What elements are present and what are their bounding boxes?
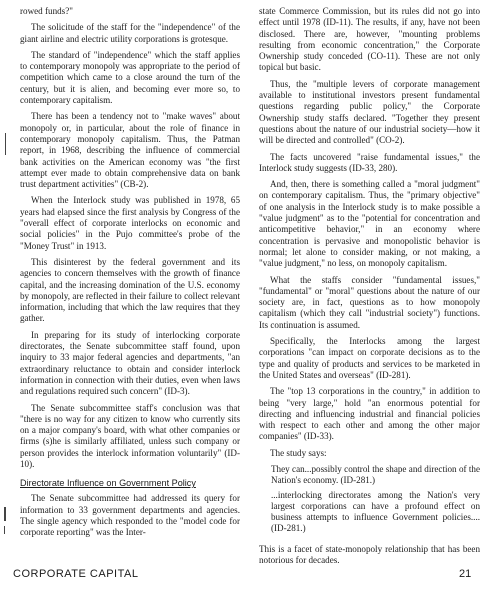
paragraph: state Commerce Commission, but its rules did not go into effect until 1978 (ID-11). The results, if any, have not been disclosed. There are, however, "mounting problems resulting from economic concentration," the Corporate Ownership study conceded (CO-11). These are not only topical but basic. (259, 6, 480, 73)
margin-mark (4, 526, 5, 534)
paragraph: The Senate subcommittee staff's conclusion was that "there is no way for any citizen to know who currently sits on a major company's board, with what other companies or firms (s)he is similarly affiliated, unless such company or person provides the interlock information voluntarily" (ID-10). (20, 402, 240, 469)
left-column (20, 6, 240, 543)
right-column (259, 6, 480, 571)
running-footer-title: CORPORATE CAPITAL (13, 568, 139, 580)
block-quote: ...interlocking directorates among the Nation's very largest corporations can have a profound effect on business attempts to influence Government policies....(ID-281.) (271, 489, 480, 534)
block-quote: They can...possibly control the shape and direction of the Nation's economy. (ID-281.) (271, 463, 480, 486)
paragraph: Thus, the "multiple levers of corporate management available to institutional investors present fundamental questions regarding public policy," the Corporate Ownership study staffs declared. "Together they present questions about the nature of our industrial society—how it will be directed and controlled" (CO-2). (259, 78, 480, 146)
paragraph: The Senate subcommittee had addressed its query for information to 33 government departments and agencies. The single agency which responded to the "model code for corporate reporting" was the Inter- (20, 493, 240, 538)
paragraph: Specifically, the Interlocks among the largest corporations "can impact on corporate decisions as to the type and quality of products and services to be marketed in the United States and overseas" (ID-281). (259, 336, 480, 380)
paragraph: And, then, there is something called a "moral judgment" on contemporary capitalism. Thus, the "primary objective" of one analysis in the Interlock study is to make possible a "value judgment" as to the "potential for concentration and anticompetitive behavior," in an economy where concentration is pervasive and monopolistic behavior is normal; let alone to consider making, or not making, a "value judgment," no less, on monopoly capitalism. (259, 179, 480, 269)
paragraph: The solicitude of the staff for the "independence" of the giant airline and electric utility corporations is grotesque. (20, 22, 240, 44)
margin-mark (4, 507, 6, 521)
paragraph: When the Interlock study was published in 1978, 65 years had elapsed since the first analysis by Congress of the "overall effect of corporate interlocks on economic and social policies" in the Pujo committee's probe of the "Money Trust" in 1913. (20, 195, 240, 251)
paragraph: In preparing for its study of interlocking corporate directorates, the Senate subcommittee staff found, upon inquiry to 33 major federal agencies and departments, "an extraordinary reluctance to obtain and consider interlock information in connection with their duties, even when laws and regulations required such concern" (ID-3). (20, 329, 240, 397)
paragraph: There has been a tendency not to "make waves" about monopoly or, in particular, about the role of finance in contemporary monopoly capitalism. Thus, the Patman report, in 1968, describing the influence of commercial bank activities on the American economy was "the first attempt ever made to obtain comprehensive data on bank trust department activities" (CB-2). (20, 111, 240, 190)
paragraph: The "top 13 corporations in the country," in addition to being "very large," hold "an enormous potential for directing and influencing industrial and financial policies with respect to each other and among the other major companies" (ID-33). (259, 386, 480, 442)
paragraph: rowed funds?" (20, 6, 73, 16)
paragraph: This is a facet of state-monopoly relationship that has been notorious for decades. (259, 543, 480, 566)
paragraph: The study says: (270, 447, 327, 458)
page-number: 21 (459, 568, 472, 580)
paragraph: This disinterest by the federal government and its agencies to concern themselves with the growth of finance capital, and the increasing domination of the U.S. economy by monopoly, are reflected in their failure to collect relevant information, including that which the law requires that they gather. (20, 256, 240, 324)
paragraph: The standard of "independence" which the staff applies to contemporary monopoly was appropriate to the period of competition which came to a close around the turn of the century, but it is alien, and becoming ever more so, to contemporary capitalism. (20, 49, 240, 106)
section-heading: Directorate Influence on Government Policy (20, 478, 196, 489)
paragraph: What the staffs consider "fundamental issues," "fundamental" or "moral" questions about the nature of our society are, in fact, questions as to how monopoly capitalism (which they call "industrial society") functions. Its continuation is assumed. (259, 274, 480, 330)
paragraph: The facts uncovered "raise fundamental issues," the Interlock study suggests (ID-33, 280). (259, 151, 480, 173)
margin-mark (5, 133, 6, 155)
